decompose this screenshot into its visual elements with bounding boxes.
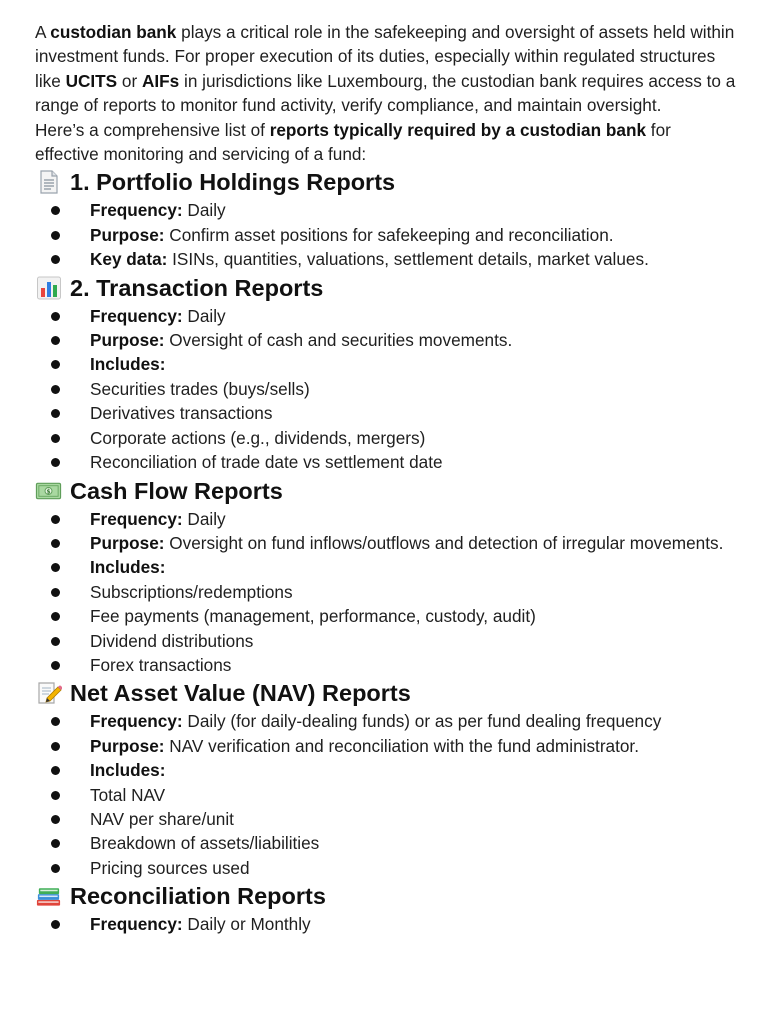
item-text: Subscriptions/redemptions: [90, 581, 293, 602]
section-title: 2. Transaction Reports: [70, 274, 324, 301]
list-item: [35, 352, 738, 376]
list-item: [35, 856, 738, 880]
bullet-list: [35, 912, 738, 936]
item-text: Daily or Monthly: [182, 914, 311, 935]
item-label: Frequency:: [90, 508, 183, 529]
item-text: Corporate actions (e.g., dividends, mergers): [90, 427, 426, 448]
list-item: [35, 653, 738, 677]
list-item: [35, 807, 738, 831]
section-title: Cash Flow Reports: [70, 477, 283, 504]
item-label: Frequency:: [90, 200, 183, 221]
text-run: in jurisdictions like Luxembourg, the custodian bank requires access to a range of reports to monitor fund activity, verify compliance, and maintain oversight.: [35, 70, 736, 116]
list-item: [35, 247, 738, 271]
list-item: [35, 912, 738, 936]
item-text: Total NAV: [90, 784, 166, 805]
item-text: Derivatives transactions: [90, 403, 273, 424]
bullet-list: [35, 198, 738, 271]
list-item: [35, 831, 738, 855]
text-run: Here’s a comprehensive list of: [35, 119, 270, 140]
report-section: [35, 166, 738, 271]
item-label: Includes:: [90, 557, 166, 578]
report-sections: [35, 166, 738, 936]
item-text: Reconciliation of trade date vs settlement date: [90, 452, 443, 473]
list-item: [35, 531, 738, 555]
report-section: [35, 880, 738, 936]
section-heading: [35, 166, 738, 198]
list-item: [35, 580, 738, 604]
item-label: Frequency:: [90, 711, 183, 732]
list-item: [35, 604, 738, 628]
list-item: [35, 758, 738, 782]
section-title: Reconciliation Reports: [70, 883, 326, 910]
item-text: Daily: [182, 508, 226, 529]
item-label: Purpose:: [90, 330, 165, 351]
list-item: [35, 783, 738, 807]
item-text: Breakdown of assets/liabilities: [90, 833, 320, 854]
bullet-list: [35, 507, 738, 678]
item-text: Pricing sources used: [90, 857, 250, 878]
bullet-list: [35, 304, 738, 475]
item-text: Forex transactions: [90, 654, 232, 675]
item-text: ISINs, quantities, valuations, settlement details, market values.: [167, 249, 649, 270]
intro-paragraph: [35, 20, 738, 118]
text-run: plays a critical role in the safekeeping and oversight of assets held within investment funds. For proper execution of its duties, especially within regulated structures like: [35, 22, 735, 91]
item-label: Frequency:: [90, 914, 183, 935]
section-heading: [35, 475, 738, 507]
intro-lead-in: [35, 118, 738, 167]
item-text: Fee payments (management, performance, custody, audit): [90, 606, 536, 627]
bold-term: AIFs: [141, 70, 180, 91]
item-text: NAV verification and reconciliation with the fund administrator.: [164, 735, 639, 756]
item-text: NAV per share/unit: [90, 808, 234, 829]
section-heading: [35, 880, 738, 912]
text-run: or: [117, 70, 142, 91]
section-heading: [35, 272, 738, 304]
list-item: [35, 304, 738, 328]
list-item: [35, 507, 738, 531]
report-section: [35, 475, 738, 678]
item-text: Confirm asset positions for safekeeping and reconciliation.: [164, 224, 614, 245]
list-item: [35, 426, 738, 450]
books-icon: [35, 883, 62, 910]
list-item: [35, 377, 738, 401]
text-run: A: [35, 22, 51, 42]
item-text: Daily (for daily-dealing funds) or as per fund dealing frequency: [182, 711, 662, 732]
section-title: 1. Portfolio Holdings Reports: [70, 169, 396, 196]
item-label: Key data:: [90, 249, 168, 270]
item-label: Frequency:: [90, 305, 183, 326]
memo-icon: [35, 680, 62, 707]
bold-term: UCITS: [65, 70, 118, 91]
list-item: [35, 401, 738, 425]
item-label: Purpose:: [90, 224, 165, 245]
report-section: [35, 272, 738, 475]
report-section: [35, 677, 738, 880]
list-item: [35, 555, 738, 579]
bold-term: custodian bank: [50, 22, 177, 42]
bold-term: reports typically required by a custodian bank: [269, 119, 647, 140]
list-item: [35, 223, 738, 247]
item-label: Includes:: [90, 760, 166, 781]
item-text: Oversight of cash and securities movements.: [164, 330, 513, 351]
section-heading: [35, 677, 738, 709]
dollar-banknote-icon: [35, 477, 62, 504]
item-text: Dividend distributions: [90, 630, 254, 651]
item-text: Oversight on fund inflows/outflows and detection of irregular movements.: [164, 532, 724, 553]
list-item: [35, 328, 738, 352]
bar-chart-icon: [35, 274, 62, 301]
list-item: [35, 198, 738, 222]
list-item: [35, 709, 738, 733]
item-text: Daily: [182, 200, 226, 221]
item-label: Purpose:: [90, 532, 165, 553]
bullet-list: [35, 709, 738, 880]
item-label: Purpose:: [90, 735, 165, 756]
page-facing-up-icon: [35, 169, 62, 196]
list-item: [35, 450, 738, 474]
section-title: Net Asset Value (NAV) Reports: [70, 680, 411, 707]
svg-text:$: $: [46, 489, 51, 496]
list-item: [35, 734, 738, 758]
item-text: Daily: [182, 305, 226, 326]
list-item: [35, 629, 738, 653]
item-text: Securities trades (buys/sells): [90, 378, 310, 399]
text-run: for effective monitoring and servicing of a fund:: [35, 119, 671, 165]
item-label: Includes:: [90, 354, 166, 375]
